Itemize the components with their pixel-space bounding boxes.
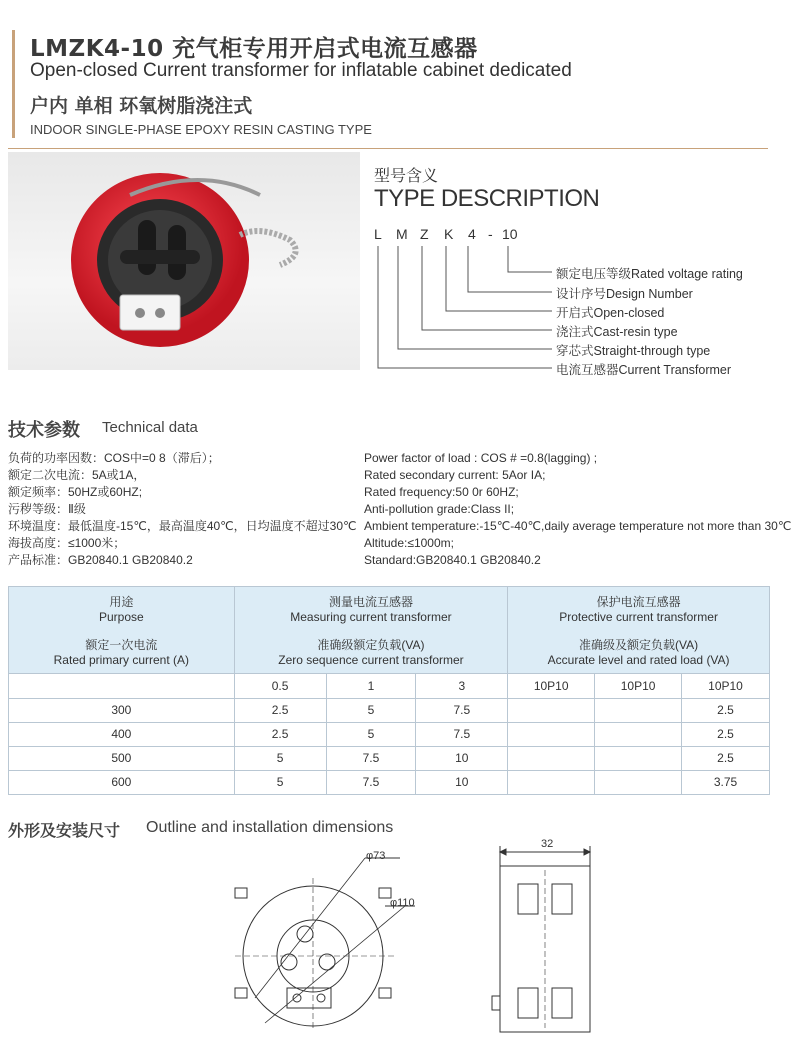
table-cell [508, 723, 595, 747]
table-cell: 2.5 [682, 699, 770, 723]
table-cell: 5 [234, 771, 326, 795]
type-label-current-transformer: 电流互感器Current Transformer [556, 363, 732, 377]
type-description-title-cn: 型号含义 [374, 166, 439, 185]
spec-en-line: Anti-pollution grade:Class II; [364, 502, 515, 516]
spec-en-line: Power factor of load : COS # =0.8(lagging) ; [364, 451, 598, 465]
page-subtitle-cn: 户内 单相 环氧树脂浇注式 [30, 95, 253, 117]
table-row [9, 747, 770, 771]
dimension-inner-diameter: φ73 [366, 850, 386, 862]
table-cell: 2.5 [682, 747, 770, 771]
side-view-drawing [480, 840, 610, 1040]
table-cell: 7.5 [326, 747, 416, 771]
model-leader-lines [370, 244, 555, 379]
technical-title-cn: 技术参数 [8, 420, 80, 441]
table-cell [508, 771, 595, 795]
model-char: M [396, 226, 408, 242]
type-label-rated-voltage: 额定电压等级Rated voltage rating [556, 267, 743, 281]
accuracy-header: 准确级额定负载(VA) Zero sequence current transformer [234, 633, 508, 674]
model-char: K [444, 226, 454, 242]
table-cell: 2.5 [234, 699, 326, 723]
type-label-cast-resin: 浇注式Cast-resin type [556, 325, 678, 339]
outline-title-en: Outline and installation dimensions [146, 819, 394, 836]
table-row [9, 723, 770, 747]
spec-cn-line: 负荷的功率因数：COS中=0 8（滞后）； [8, 451, 220, 465]
spec-cn-line: 额定频率：50HZ或60HZ; [8, 485, 143, 499]
table-row [9, 699, 770, 723]
table-cell: 400 [9, 723, 235, 747]
table-cell: 10 [416, 747, 508, 771]
spec-en-line: Ambient temperature:-15℃-40℃,daily average temperature not more than 30℃ [364, 519, 792, 533]
table-cell: 2.5 [682, 723, 770, 747]
table-header-row [9, 633, 770, 674]
page-subtitle-en: INDOOR SINGLE-PHASE EPOXY RESIN CASTING TYPE [30, 122, 372, 137]
spec-en-line: Rated secondary current: 5Aor IA; [364, 468, 546, 482]
table-cell: 300 [9, 699, 235, 723]
spec-en-line: Altitude:≤1000m; [364, 536, 454, 550]
table-cell: 7.5 [416, 723, 508, 747]
table-cell: 7.5 [416, 699, 508, 723]
technical-title-en: Technical data [102, 419, 198, 436]
table-cell: 600 [9, 771, 235, 795]
model-char: L [374, 226, 382, 242]
spec-cn-line: 环境温度：最低温度-15℃，最高温度40℃，日均温度不超过30℃ [8, 519, 357, 533]
table-cell: 5 [326, 699, 416, 723]
page-title-en: Open-closed Current transformer for inflatable cabinet dedicated [30, 60, 572, 81]
protective-header: 保护电流互感器 Protective current transformer [508, 587, 770, 634]
model-char: Z [420, 226, 429, 242]
type-label-design-number: 设计序号Design Number [556, 287, 693, 301]
header-accent-bar [12, 30, 15, 138]
table-cell: 7.5 [326, 771, 416, 795]
table-cell [595, 771, 682, 795]
model-char: 10 [502, 226, 518, 242]
page-title-cn: LMZK4-10 充气柜专用开启式电流互感器 [30, 36, 478, 62]
front-view-drawing [225, 848, 415, 1028]
table-cell [508, 699, 595, 723]
type-description-title-en: TYPE DESCRIPTION [374, 185, 600, 212]
model-char: 4 [468, 226, 476, 242]
table-cell [9, 674, 235, 699]
type-label-straight-through: 穿芯式Straight-through type [556, 344, 711, 358]
table-row [9, 771, 770, 795]
table-cell [595, 723, 682, 747]
table-cell: 10P10 [508, 674, 595, 699]
spec-cn-line: 污秽等级：Ⅱ级 [8, 502, 86, 516]
table-cell: 0.5 [234, 674, 326, 699]
table-cell [595, 699, 682, 723]
table-cell [595, 747, 682, 771]
table-cell: 10 [416, 771, 508, 795]
table-cell: 10P10 [595, 674, 682, 699]
spec-cn-line: 海拔高度：≤1000米； [8, 536, 126, 550]
header-divider [8, 148, 768, 149]
protective-accuracy-header: 准确级及额定负载(VA) Accurate level and rated load (VA) [508, 633, 770, 674]
table-cell: 2.5 [234, 723, 326, 747]
table-cell: 1 [326, 674, 416, 699]
measuring-header: 测量电流互感器 Measuring current transformer [234, 587, 508, 634]
outline-title-cn: 外形及安装尺寸 [8, 821, 121, 840]
dimension-width: 32 [541, 838, 554, 850]
type-label-open-closed: 开启式Open-closed [556, 306, 665, 320]
rated-primary-header: 额定一次电流 Rated primary current (A) [9, 633, 235, 674]
table-header-row [9, 587, 770, 634]
table-cell: 3 [416, 674, 508, 699]
spec-en-line: Rated frequency:50 0r 60HZ; [364, 485, 519, 499]
table-cell: 3.75 [682, 771, 770, 795]
spec-cn-line: 额定二次电流：5A或1A， [8, 468, 146, 482]
table-cell: 10P10 [682, 674, 770, 699]
purpose-header: 用途 Purpose [9, 587, 235, 634]
table-cell [508, 747, 595, 771]
spec-en-line: Standard:GB20840.1 GB20840.2 [364, 553, 541, 567]
product-photo [60, 165, 340, 365]
spec-cn-line: 产品标准：GB20840.1 GB20840.2 [8, 553, 193, 567]
table-subheader-row [9, 674, 770, 699]
dimension-outer-diameter: φ110 [390, 897, 415, 909]
table-cell: 5 [326, 723, 416, 747]
model-char: - [488, 226, 493, 242]
spec-table [8, 586, 770, 795]
table-cell: 500 [9, 747, 235, 771]
table-cell: 5 [234, 747, 326, 771]
